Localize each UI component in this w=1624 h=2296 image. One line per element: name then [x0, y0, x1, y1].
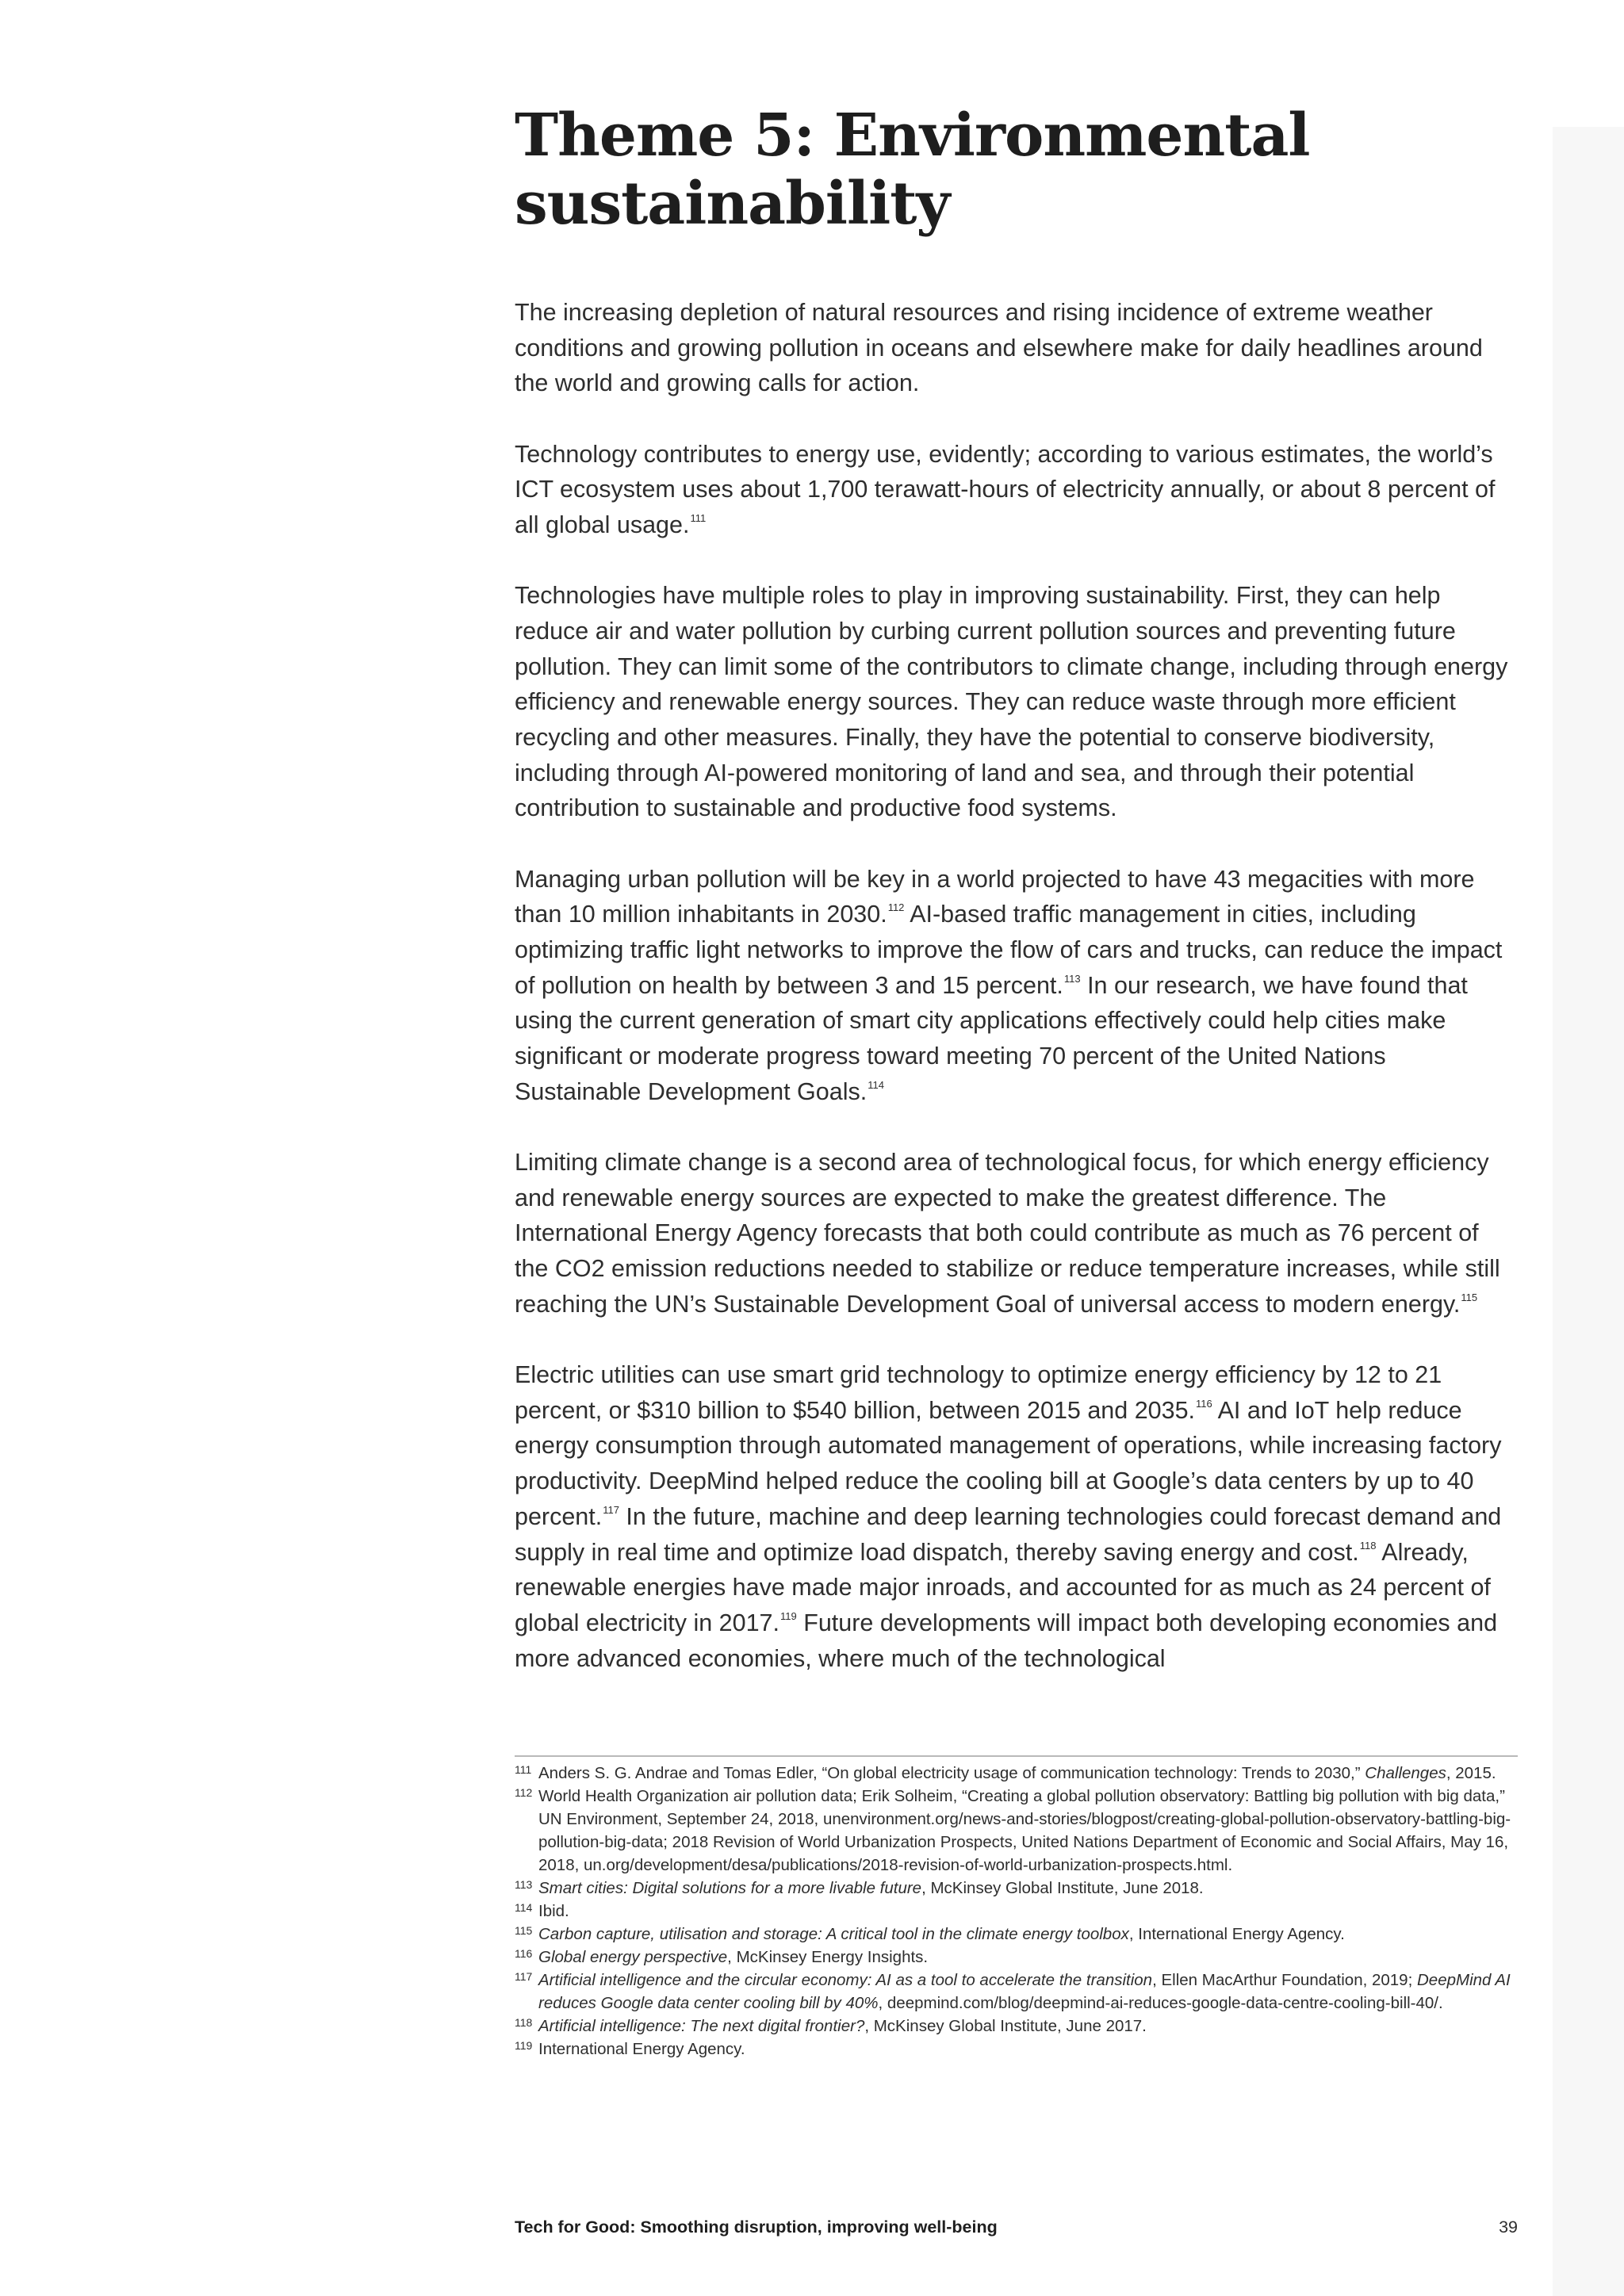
- footnote-number: 114: [515, 1901, 533, 1914]
- footnote-text: , McKinsey Energy Insights.: [727, 1948, 929, 1966]
- footnote-item: [515, 1762, 1518, 1785]
- paragraph-text: Managing urban pollution will be key in a world projected to have 43 megacities with more than 10 million inhabitants in 2030.: [515, 865, 1475, 928]
- footnote-item: [515, 2015, 1518, 2038]
- page-title: Theme 5: Environmental sustainability: [515, 101, 1310, 238]
- footnote-text: International Energy Agency.: [538, 2040, 745, 2058]
- footnote-source-title: DeepMind AI reduces Google data center cooling bill by 40%: [538, 1971, 1511, 2012]
- paragraph-text: Technologies have multiple roles to play in improving sustainability. First, they can help reduce air and water pollution by curbing current pollution sources and preventing future pollution. They can limit some of the contributors to climate change, including through energy efficiency and renewable energy sources. They can reduce waste through more efficient recycling and other measures. Finally, they have the potential to conserve biodiversity, including through AI-powered monitoring of land and sea, and through their potential contribution to sustainable and productive food systems.: [515, 582, 1508, 822]
- paragraph-text: AI and IoT help reduce energy consumption through automated management of operations, while increasing factory productivity. DeepMind helped reduce the cooling bill at Google’s data centers by up to 40 percent.: [515, 1396, 1502, 1530]
- footnote-text: , 2015.: [1446, 1764, 1496, 1782]
- footnote-item: [515, 1785, 1518, 1877]
- footnote-source-title: Carbon capture, utilisation and storage: A critical tool in the climate energy toolbox: [538, 1925, 1129, 1943]
- footnote-text: , McKinsey Global Institute, June 2017.: [864, 2017, 1147, 2035]
- footnote-text: World Health Organization air pollution data; Erik Solheim, “Creating a global pollution observatory: Battling big pollution with big data,” UN Environment, September 24, 2018, unenvironment.org/news-and-stories/blogpost/creating-global-pollution-observatory-battling-big-pollution-big-data; 2018 Revision of World Urbanization Prospects, United Nations Department of Economic and Social Affairs, May 16, 2018, un.org/development/desa/publications/2018-revision-of-world-urbanization-prospects.html.: [538, 1787, 1511, 1874]
- paragraph-text: Future developments will impact both developing economies and more advanced economies, where much of the technological: [515, 1609, 1498, 1672]
- footnote-divider: [515, 1755, 1518, 1757]
- footnote-number: 113: [515, 1878, 533, 1891]
- paragraph-text: Already, renewable energies have made major inroads, and accounted for as much as 24 percent of global electricity in 2017.: [515, 1538, 1491, 1636]
- footnote-reference[interactable]: 112: [887, 901, 905, 914]
- footnote-number: 111: [515, 1763, 532, 1776]
- footer-publication-title: Tech for Good: Smoothing disruption, improving well-being: [515, 2218, 998, 2237]
- footnote-item: [515, 1877, 1518, 1900]
- footnotes-list: [515, 1762, 1518, 2061]
- footnote-reference[interactable]: 111: [690, 512, 707, 525]
- footnote-text: Anders S. G. Andrae and Tomas Edler, “On global electricity usage of communication technology: Trends to 2030,”: [538, 1764, 1365, 1782]
- paragraph-text: In the future, machine and deep learning technologies could forecast demand and supply in real time and optimize load dispatch, thereby saving energy and cost.: [515, 1502, 1502, 1566]
- footnote-item: [515, 2038, 1518, 2061]
- footnote-reference[interactable]: 119: [780, 1610, 797, 1622]
- paragraph-text: Electric utilities can use smart grid technology to optimize energy efficiency by 12 to 21 percent, or $310 billion to $540 billion, between 2015 and 2035.: [515, 1361, 1442, 1424]
- footnote-number: 116: [515, 1947, 533, 1960]
- footnote-text: Ibid.: [538, 1902, 569, 1920]
- paragraph-text: In our research, we have found that using the current generation of smart city applications effectively could help cities make significant or moderate progress toward meeting 70 percent of the United Nations Sustainable Development Goals.: [515, 971, 1468, 1105]
- body-paragraph: [515, 1357, 1518, 1676]
- footnote-text: , McKinsey Global Institute, June 2018.: [921, 1879, 1204, 1897]
- footnote-reference[interactable]: 116: [1196, 1397, 1212, 1410]
- footnote-text: , Ellen MacArthur Foundation, 2019;: [1152, 1971, 1417, 1989]
- footnote-text: , International Energy Agency.: [1128, 1925, 1345, 1943]
- footnote-reference[interactable]: 117: [603, 1503, 619, 1516]
- footnote-source-title: Artificial intelligence and the circular economy: AI as a tool to accelerate the transition: [538, 1971, 1153, 1989]
- footnote-source-title: Artificial intelligence: The next digital frontier?: [538, 2017, 865, 2035]
- body-text: [515, 295, 1518, 1712]
- paragraph-text: Limiting climate change is a second area of technological focus, for which energy efficiency and renewable energy sources are expected to make the greatest difference. The International Energy Agency forecasts that both could contribute as much as 76 percent of the CO2 emission reductions needed to stabilize or reduce temperature increases, while still reaching the UN’s Sustainable Development Goal of universal access to modern energy.: [515, 1149, 1500, 1318]
- footnote-item: [515, 1900, 1518, 1923]
- footnote-source-title: Challenges: [1365, 1764, 1446, 1782]
- body-paragraph: [515, 437, 1518, 543]
- body-paragraph: [515, 295, 1518, 401]
- footnote-reference[interactable]: 114: [868, 1078, 884, 1091]
- paragraph-text: The increasing depletion of natural resources and rising incidence of extreme weather conditions and growing pollution in oceans and elsewhere make for daily headlines around the world and growing calls for action.: [515, 299, 1483, 397]
- body-paragraph: [515, 862, 1518, 1110]
- footnote-number: 118: [515, 2016, 533, 2029]
- body-paragraph: [515, 578, 1518, 826]
- footnote-number: 115: [515, 1924, 533, 1937]
- footnote-number: 119: [515, 2039, 533, 2052]
- footnote-source-title: Global energy perspective: [538, 1948, 728, 1966]
- footnote-number: 112: [515, 1786, 533, 1799]
- footnote-item: [515, 1969, 1518, 2015]
- footnote-reference[interactable]: 115: [1461, 1291, 1478, 1303]
- footnote-item: [515, 1923, 1518, 1946]
- body-paragraph: [515, 1145, 1518, 1322]
- footnote-source-title: Smart cities: Digital solutions for a more livable future: [538, 1879, 922, 1897]
- paragraph-text: AI-based traffic management in cities, including optimizing traffic light networks to improve the flow of cars and trucks, can reduce the impact of pollution on health by between 3 and 15 percent.: [515, 901, 1503, 999]
- footnote-item: [515, 1946, 1518, 1969]
- footnote-number: 117: [515, 1970, 533, 1983]
- page-edge-shade: [1553, 127, 1624, 2296]
- page-number: 39: [1499, 2218, 1518, 2237]
- footnote-reference[interactable]: 118: [1359, 1539, 1377, 1552]
- footnote-text: , deepmind.com/blog/deepmind-ai-reduces-google-data-centre-cooling-bill-40/.: [878, 1994, 1443, 2012]
- footnote-reference[interactable]: 113: [1063, 972, 1081, 985]
- paragraph-text: Technology contributes to energy use, evidently; according to various estimates, the world’s ICT ecosystem uses about 1,700 terawatt-hours of electricity annually, or about 8 percent of all global usage.: [515, 440, 1496, 539]
